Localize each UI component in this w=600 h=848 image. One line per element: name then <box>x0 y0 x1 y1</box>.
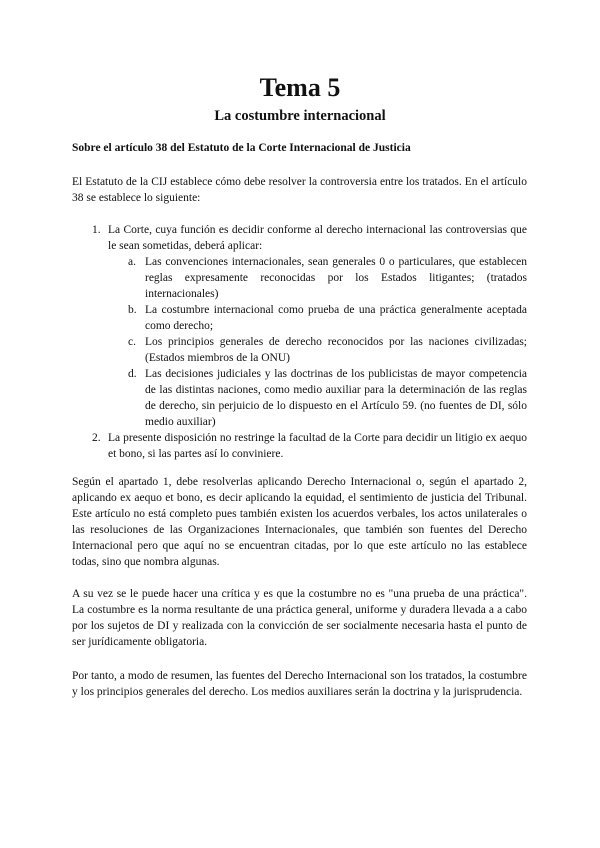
sublist-item-d: Las decisiones judiciales y las doctrinas de los publicistas de mayor competencia de las distintas naciones, como medio auxiliar para la determinación de las reglas de derecho, sin perjuicio de lo dispuesto en el Artículo 59. (no fuentes de DI, sólo medio auxiliar) <box>145 368 527 428</box>
list-item-2: La presente disposición no restringe la facultad de la Corte para decidir un litigio ex aequo et bono, si las partes así lo conviniere. <box>108 432 527 460</box>
intro-paragraph: El Estatuto de la CIJ establece cómo debe resolver la controversia entre los tratados. En el artículo 38 se establece lo siguiente: <box>72 176 527 204</box>
sublist-marker-a: a. <box>128 256 136 268</box>
page-subtitle: La costumbre internacional <box>214 108 386 124</box>
list-item-1: La Corte, cuya función es decidir conforme al derecho internacional las controversias que le sean sometidas, deberá aplicar: <box>108 224 527 252</box>
sublist-marker-d: d. <box>128 368 137 380</box>
sublist-marker-b: b. <box>128 304 137 316</box>
sublist-item-c: Los principios generales de derecho reconocidos por las naciones civilizadas; (Estados miembros de la ONU) <box>145 336 527 364</box>
body-paragraph-1: Según el apartado 1, debe resolverlas aplicando Derecho Internacional o, según el apartado 2, aplicando ex aequo et bono, es decir aplicando la equidad, el sentimiento de justicia del Tribunal. Este artículo no está completo pues también existen los acuerdos verbales, los actos unilaterales o las resoluciones de las Organizaciones Internacionales, que también son fuentes del Derecho Internacional pero que aquí no se encuentran citadas, por lo que este artículo no las establece todas, sino que nombra algunas. <box>72 476 527 568</box>
page-title: Tema 5 <box>259 73 341 102</box>
sublist-item-a: Las convenciones internacionales, sean generales 0 o particulares, que establecen reglas expresamente reconocidas por los Estados litigantes; (tratados internacionales) <box>145 256 527 300</box>
sublist-marker-c: c. <box>128 336 136 348</box>
list-marker-2: 2. <box>92 432 101 444</box>
body-paragraph-2: A su vez se le puede hacer una crítica y es que la costumbre no es "una prueba de una práctica". La costumbre es la norma resultante de una práctica general, uniforme y duradera llevada a a cabo por los sujetos de DI y realizada con la convicción de ser socialmente necesaria hasta el punto de ser jurídicamente obligatoria. <box>72 588 527 648</box>
section-heading: Sobre el artículo 38 del Estatuto de la Corte Internacional de Justicia <box>72 142 411 154</box>
body-paragraph-3: Por tanto, a modo de resumen, las fuentes del Derecho Internacional son los tratados, la costumbre y los principios generales del derecho. Los medios auxiliares serán la doctrina y la jurisprudencia. <box>72 670 527 698</box>
list-marker-1: 1. <box>92 224 101 236</box>
sublist-item-b: La costumbre internacional como prueba de una práctica generalmente aceptada como derecho; <box>145 304 527 332</box>
